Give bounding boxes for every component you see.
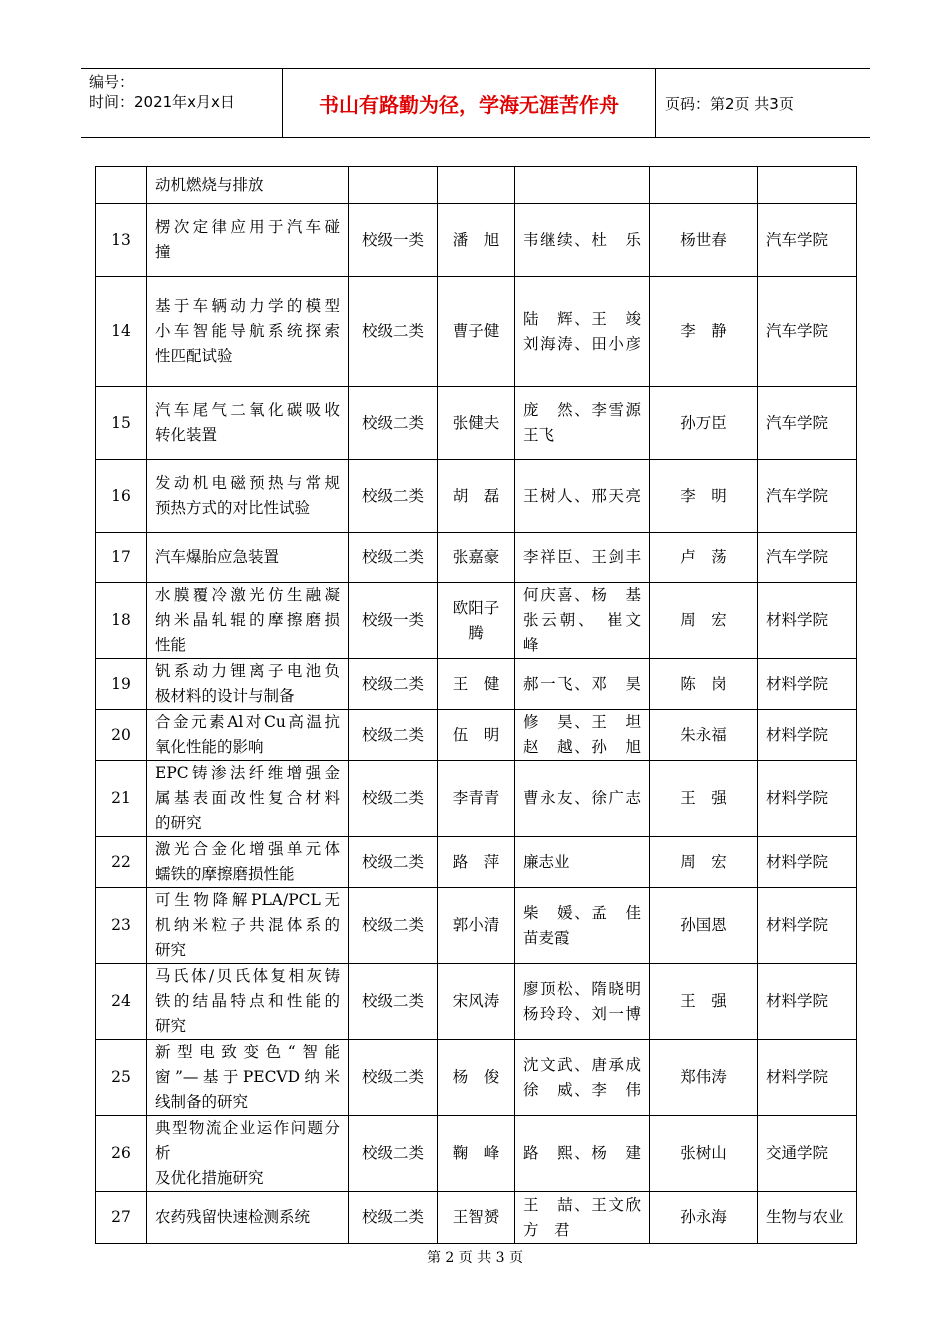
project-leader: 曹子健 — [438, 277, 515, 387]
member-line: 王飞 — [523, 426, 555, 444]
project-title-cell — [147, 761, 349, 837]
page-number-label: 页码：第2页 共3页 — [665, 94, 794, 113]
project-level: 校级二类 — [349, 837, 438, 888]
project-tutor: 孙国恩 — [650, 888, 758, 964]
project-level: 校级二类 — [349, 460, 438, 533]
project-title-line: 新型电致变色“智能 — [155, 1043, 340, 1061]
table-row — [96, 167, 857, 204]
project-tutor: 朱永福 — [650, 710, 758, 761]
project-title-line: 极材料的设计与制备 — [155, 687, 295, 705]
project-leader: 宋风涛 — [438, 964, 515, 1040]
header-info — [81, 69, 282, 137]
project-title-cell — [147, 964, 349, 1040]
project-title-line: 机纳米粒子共混体系的 — [155, 916, 340, 934]
project-tutor: 张树山 — [650, 1116, 758, 1192]
row-number: 24 — [96, 964, 147, 1040]
project-members-cell — [515, 837, 650, 888]
project-title-cell — [147, 659, 349, 710]
table-row — [96, 460, 857, 533]
project-tutor: 王 强 — [650, 964, 758, 1040]
project-title-cell — [147, 1040, 349, 1116]
member-line: 王 喆、王文欣 — [523, 1195, 641, 1214]
project-leader: 王智赟 — [438, 1192, 515, 1244]
project-college: 材料学院 — [758, 837, 857, 888]
project-level: 校级二类 — [349, 964, 438, 1040]
project-members-cell — [515, 761, 650, 837]
project-leader: 郭小清 — [438, 888, 515, 964]
project-leader: 张嘉豪 — [438, 533, 515, 583]
project-leader: 伍 明 — [438, 710, 515, 761]
project-title-cell — [147, 1192, 349, 1244]
project-leader: 路 萍 — [438, 837, 515, 888]
project-level: 校级二类 — [349, 888, 438, 964]
member-line: 徐 威、李 伟 — [523, 1080, 641, 1099]
project-title-line: 研究 — [155, 941, 187, 959]
project-tutor: 陈 岗 — [650, 659, 758, 710]
project-title-line: 汽车爆胎应急装置 — [155, 548, 280, 566]
project-title-line: 性能 — [155, 636, 187, 654]
project-title-line: 撞 — [155, 243, 171, 261]
project-tutor: 杨世春 — [650, 204, 758, 277]
project-leader: 杨 俊 — [438, 1040, 515, 1116]
project-leader: 李青青 — [438, 761, 515, 837]
row-number: 26 — [96, 1116, 147, 1192]
date-label: 时间：2021年x月x日 — [89, 93, 235, 111]
project-level: 校级二类 — [349, 533, 438, 583]
project-level: 校级二类 — [349, 1116, 438, 1192]
project-college: 汽车学院 — [758, 460, 857, 533]
project-leader: 王 健 — [438, 659, 515, 710]
project-level — [349, 167, 438, 204]
project-leader: 张健夫 — [438, 387, 515, 460]
table-row — [96, 583, 857, 659]
project-members-cell — [515, 533, 650, 583]
row-number: 15 — [96, 387, 147, 460]
row-number — [96, 167, 147, 204]
row-number: 16 — [96, 460, 147, 533]
page-header — [81, 68, 870, 138]
project-title-cell — [147, 277, 349, 387]
row-number: 20 — [96, 710, 147, 761]
project-members-cell — [515, 460, 650, 533]
member-line: 杨玲玲、刘一博 — [523, 1004, 641, 1023]
row-number: 23 — [96, 888, 147, 964]
project-title-line: 马氏体/贝氏体复相灰铸 — [155, 967, 340, 985]
project-college: 材料学院 — [758, 1040, 857, 1116]
project-college: 生物与农业 — [758, 1192, 857, 1244]
project-members-cell — [515, 167, 650, 204]
project-title-cell — [147, 583, 349, 659]
project-college — [758, 167, 857, 204]
project-table-body — [96, 167, 857, 1244]
project-level: 校级二类 — [349, 761, 438, 837]
row-number: 13 — [96, 204, 147, 277]
project-title-cell — [147, 888, 349, 964]
project-level: 校级二类 — [349, 387, 438, 460]
project-level: 校级一类 — [349, 583, 438, 659]
table-row — [96, 1040, 857, 1116]
project-leader — [438, 167, 515, 204]
number-label: 编号： — [89, 73, 135, 91]
project-title-line: 窗”—基于PECVD纳米 — [155, 1068, 340, 1086]
row-number: 27 — [96, 1192, 147, 1244]
project-tutor: 李 静 — [650, 277, 758, 387]
project-level: 校级二类 — [349, 710, 438, 761]
project-level: 校级二类 — [349, 277, 438, 387]
project-title-line: 蠕铁的摩擦磨损性能 — [155, 865, 295, 883]
table-row — [96, 1192, 857, 1244]
project-title-line: 属基表面改性复合材料 — [155, 789, 340, 807]
row-number: 17 — [96, 533, 147, 583]
project-college: 材料学院 — [758, 761, 857, 837]
project-members-cell — [515, 659, 650, 710]
project-level: 校级二类 — [349, 659, 438, 710]
member-line: 庞 然、李雪源 — [523, 401, 641, 419]
motto-text: 书山有路勤为径，学海无涯苦作舟 — [319, 92, 619, 117]
row-number: 21 — [96, 761, 147, 837]
table-row — [96, 964, 857, 1040]
project-leader: 胡 磊 — [438, 460, 515, 533]
project-title-cell — [147, 1116, 349, 1192]
project-tutor: 卢 荡 — [650, 533, 758, 583]
project-title-line: 及优化措施研究 — [155, 1169, 264, 1187]
project-title-line: 研究 — [155, 1017, 187, 1035]
table-row — [96, 888, 857, 964]
member-line: 李祥臣、王剑丰 — [523, 548, 641, 566]
project-title-line: 转化装置 — [155, 426, 218, 444]
project-title-cell — [147, 837, 349, 888]
member-line: 沈文武、唐承成 — [523, 1055, 641, 1074]
member-line: 王树人、邢天亮 — [523, 486, 641, 505]
project-college: 材料学院 — [758, 964, 857, 1040]
member-line: 路 熙、杨 建 — [523, 1144, 641, 1162]
member-line: 郝一飞、邓 昊 — [523, 674, 641, 693]
project-members-cell — [515, 888, 650, 964]
project-title-cell — [147, 460, 349, 533]
project-members-cell — [515, 204, 650, 277]
project-college: 汽车学院 — [758, 387, 857, 460]
project-leader: 鞠 峰 — [438, 1116, 515, 1192]
member-line: 陆 辉、王 竣 — [523, 309, 641, 328]
project-college: 材料学院 — [758, 583, 857, 659]
member-line: 张云朝、 崔文 — [523, 611, 641, 629]
project-title-line: 发动机电磁预热与常规 — [155, 474, 340, 492]
project-tutor: 周 宏 — [650, 583, 758, 659]
project-tutor: 孙万臣 — [650, 387, 758, 460]
project-title-line: 预热方式的对比性试验 — [155, 499, 311, 517]
row-number: 19 — [96, 659, 147, 710]
member-line: 方 君 — [523, 1220, 570, 1239]
project-members-cell — [515, 387, 650, 460]
project-title-line: 氧化性能的影响 — [155, 738, 264, 756]
project-tutor: 李 明 — [650, 460, 758, 533]
member-line: 曹永友、徐广志 — [523, 789, 641, 807]
project-members-cell — [515, 1192, 650, 1244]
header-page — [655, 69, 870, 137]
member-line: 峰 — [523, 636, 539, 654]
project-title-line: 可生物降解PLA/PCL无 — [155, 891, 340, 909]
project-title-line: 楞次定律应用于汽车碰 — [155, 218, 340, 236]
project-title-line: 典型物流企业运作问题分析 — [155, 1119, 340, 1162]
project-members-cell — [515, 964, 650, 1040]
member-line: 刘海涛、田小彦 — [523, 334, 641, 353]
project-college: 汽车学院 — [758, 533, 857, 583]
project-level: 校级一类 — [349, 204, 438, 277]
table-row — [96, 1116, 857, 1192]
project-title-line: 汽车尾气二氧化碳吸收 — [155, 401, 340, 419]
table-row — [96, 533, 857, 583]
project-title-cell — [147, 167, 349, 204]
table-row — [96, 837, 857, 888]
project-title-line: 钒系动力锂离子电池负 — [155, 662, 340, 680]
project-members-cell — [515, 1040, 650, 1116]
member-line: 柴 媛、孟 佳 — [523, 903, 641, 922]
project-title-line: 基于车辆动力学的模型 — [155, 297, 340, 315]
table-row — [96, 710, 857, 761]
project-title-cell — [147, 710, 349, 761]
table-row — [96, 659, 857, 710]
table-row — [96, 204, 857, 277]
member-line: 赵 越、孙 旭 — [523, 738, 641, 756]
project-tutor: 王 强 — [650, 761, 758, 837]
project-members-cell — [515, 1116, 650, 1192]
project-title-line: 小车智能导航系统探索 — [155, 322, 340, 340]
project-title-cell — [147, 204, 349, 277]
member-line: 韦继续、杜 乐 — [523, 230, 641, 249]
project-title-line: 线制备的研究 — [155, 1093, 249, 1111]
row-number: 18 — [96, 583, 147, 659]
project-college: 材料学院 — [758, 888, 857, 964]
project-college: 汽车学院 — [758, 277, 857, 387]
project-title-line: 动机燃烧与排放 — [155, 175, 264, 194]
project-leader: 欧阳子腾 — [438, 583, 515, 659]
member-line: 廖顶松、隋晓明 — [523, 979, 641, 998]
row-number: 22 — [96, 837, 147, 888]
project-title-line: EPC铸渗法纤维增强金 — [155, 764, 340, 782]
member-line: 修 昊、王 坦 — [523, 713, 641, 731]
project-leader: 潘 旭 — [438, 204, 515, 277]
member-line: 苗麦霞 — [523, 928, 570, 947]
project-table — [95, 166, 857, 1244]
project-level: 校级二类 — [349, 1192, 438, 1244]
project-title-line: 的研究 — [155, 814, 202, 832]
project-tutor — [650, 167, 758, 204]
project-title-line: 性匹配试验 — [155, 347, 233, 365]
member-line: 廉志业 — [523, 852, 570, 871]
project-members-cell — [515, 277, 650, 387]
table-row — [96, 277, 857, 387]
member-line: 何庆喜、杨 基 — [523, 586, 641, 604]
project-college: 交通学院 — [758, 1116, 857, 1192]
project-tutor: 孙永海 — [650, 1192, 758, 1244]
row-number: 14 — [96, 277, 147, 387]
project-title-line: 纳米晶轧辊的摩擦磨损 — [155, 611, 340, 629]
project-tutor: 郑伟涛 — [650, 1040, 758, 1116]
project-title-line: 激光合金化增强单元体 — [155, 840, 340, 858]
project-title-cell — [147, 387, 349, 460]
project-college: 材料学院 — [758, 659, 857, 710]
project-level: 校级二类 — [349, 1040, 438, 1116]
header-motto — [282, 69, 656, 137]
project-members-cell — [515, 710, 650, 761]
project-title-line: 农药残留快速检测系统 — [155, 1208, 311, 1226]
project-title-line: 铁的结晶特点和性能的 — [155, 992, 340, 1010]
project-tutor: 周 宏 — [650, 837, 758, 888]
project-title-line: 水膜覆冷激光仿生融凝 — [155, 586, 340, 604]
project-college: 汽车学院 — [758, 204, 857, 277]
table-row — [96, 761, 857, 837]
project-title-line: 合金元素Al对Cu高温抗 — [155, 713, 340, 731]
project-college: 材料学院 — [758, 710, 857, 761]
table-row — [96, 387, 857, 460]
project-title-cell — [147, 533, 349, 583]
row-number: 25 — [96, 1040, 147, 1116]
page-footer: 第 2 页 共 3 页 — [426, 1250, 524, 1266]
project-members-cell — [515, 583, 650, 659]
